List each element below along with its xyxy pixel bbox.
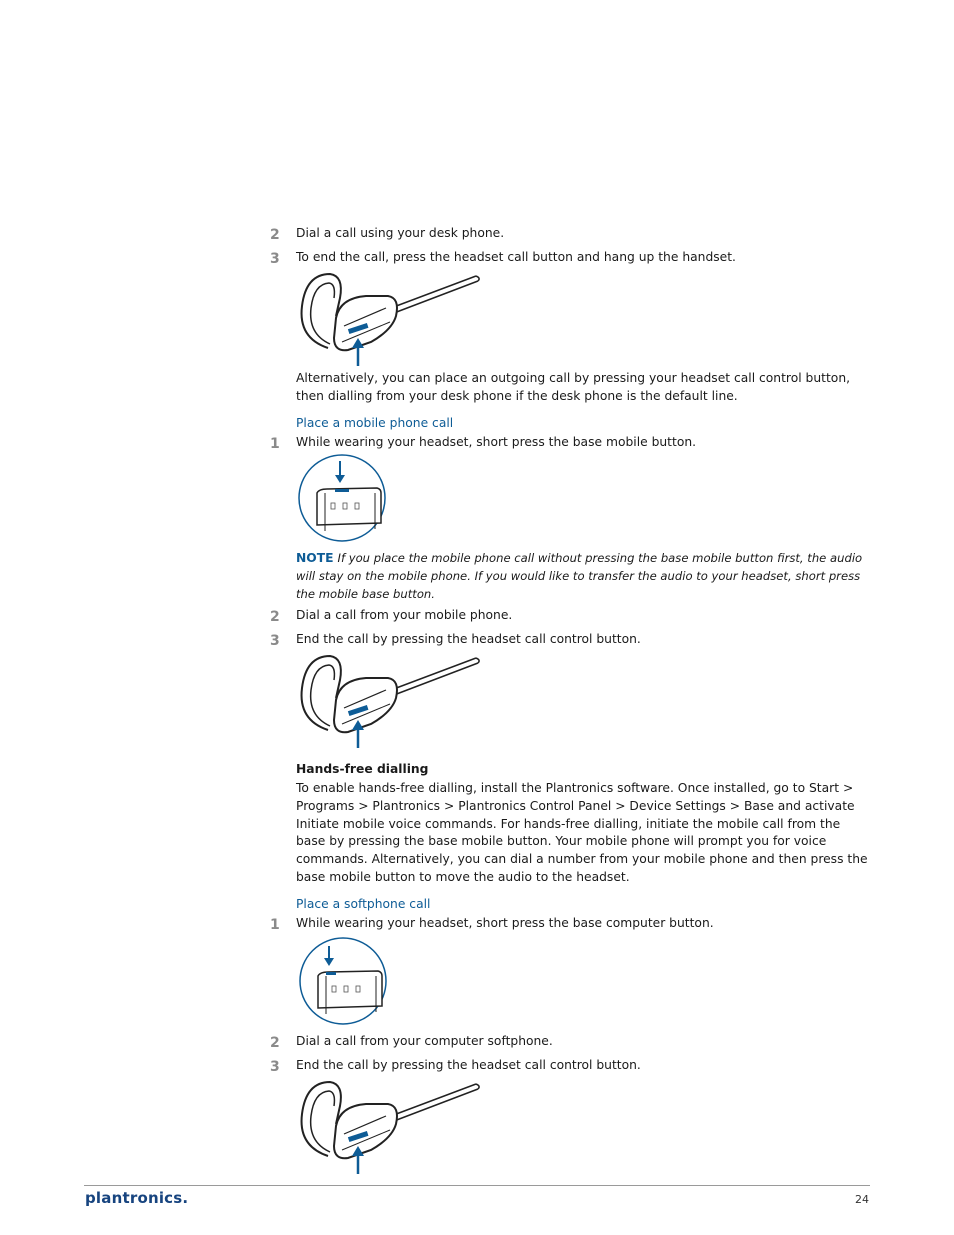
step-number: 2 (270, 609, 280, 625)
handsfree-paragraph: To enable hands-free dialling, install the Plantronics software. Once installed, go to Start > Programs > Plantronics > Plantronics Control Panel > Device Settings > Base and activate Initiate mobile voice commands. For hands-free dialling, initiate the mobile call from the base by pressing the base mobile button. Your mobile phone will prompt you for voice commands. Alternatively, you can dial a number from your mobile phone and then press the base mobile button to move the audio to the headset. (296, 781, 868, 884)
base-computer-button-illustration (298, 936, 388, 1026)
step-text: Dial a call from your computer softphone. (296, 1034, 553, 1048)
step-text: Dial a call from your mobile phone. (296, 608, 513, 622)
note-text: If you place the mobile phone call without pressing the base mobile button first, the audio will stay on the mobile phone. If you would like to transfer the audio to your headset, short press the mobile base button. (296, 551, 863, 601)
step-number: 3 (270, 633, 280, 649)
step-number: 3 (270, 1059, 280, 1075)
step-text: While wearing your headset, short press the base computer button. (296, 916, 714, 930)
page-number: 24 (855, 1193, 869, 1206)
headset-call-button-illustration (296, 1076, 481, 1176)
step-text: Dial a call using your desk phone. (296, 226, 505, 240)
step-text: End the call by pressing the headset call control button. (296, 632, 641, 646)
step-text: End the call by pressing the headset call control button. (296, 1058, 641, 1072)
step-number: 1 (270, 436, 280, 452)
note-label: NOTE (296, 551, 334, 565)
headset-call-button-illustration (296, 268, 481, 368)
step-number: 1 (270, 917, 280, 933)
step-number: 3 (270, 251, 280, 267)
step-number: 2 (270, 1035, 280, 1051)
softphone-call-heading: Place a softphone call (296, 897, 431, 911)
plantronics-logo: plantronics. (85, 1189, 189, 1207)
step-text: While wearing your headset, short press the base mobile button. (296, 435, 697, 449)
footer-divider (84, 1185, 870, 1186)
note (296, 549, 871, 603)
desk-alternative-paragraph: Alternatively, you can place an outgoing call by pressing your headset call control button, then dialling from your desk phone if the desk phone is the default line. (296, 371, 851, 403)
mobile-call-heading: Place a mobile phone call (296, 416, 454, 430)
base-mobile-button-illustration (297, 453, 387, 543)
step-number: 2 (270, 227, 280, 243)
handsfree-heading: Hands-free dialling (296, 762, 429, 776)
step-text: To end the call, press the headset call button and hang up the handset. (296, 250, 736, 264)
headset-call-button-illustration (296, 650, 481, 750)
